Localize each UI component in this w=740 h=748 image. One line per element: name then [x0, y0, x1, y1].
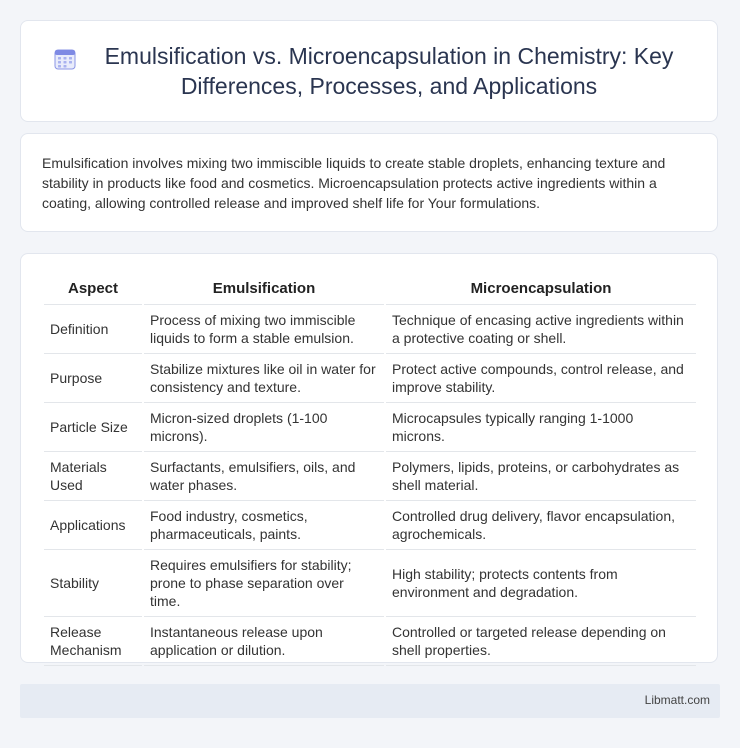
- cell-emulsification: Stabilize mixtures like oil in water for consistency and texture.: [144, 354, 384, 403]
- title-card: [20, 20, 718, 122]
- cell-aspect: Applications: [44, 501, 142, 550]
- header-aspect: Aspect: [44, 274, 142, 305]
- cell-aspect: Stability: [44, 550, 142, 617]
- footer-site-link[interactable]: Libmatt.com: [644, 693, 710, 707]
- cell-emulsification: Instantaneous release upon application or dilution.: [144, 617, 384, 666]
- cell-emulsification: Requires emulsifiers for stability; prone to phase separation over time.: [144, 550, 384, 617]
- intro-paragraph: Emulsification involves mixing two immiscible liquids to create stable droplets, enhancing texture and stability in products like food and cosmetics. Microencapsulation protects active ingredients within a coating, allowing controlled release and improved shelf life for Your formulations.: [42, 155, 666, 211]
- cell-emulsification: Surfactants, emulsifiers, oils, and water phases.: [144, 452, 384, 501]
- cell-aspect: Release Mechanism: [44, 617, 142, 666]
- cell-microencapsulation: Microcapsules typically ranging 1-1000 microns.: [386, 403, 696, 452]
- footer: [20, 684, 720, 718]
- header-microencapsulation: Microencapsulation: [386, 274, 696, 305]
- table-row: [44, 452, 696, 501]
- cell-emulsification: Micron-sized droplets (1-100 microns).: [144, 403, 384, 452]
- cell-aspect: Definition: [44, 305, 142, 354]
- intro-card: [20, 133, 718, 232]
- header-emulsification: Emulsification: [144, 274, 384, 305]
- cell-microencapsulation: Controlled drug delivery, flavor encapsulation, agrochemicals.: [386, 501, 696, 550]
- cell-microencapsulation: Protect active compounds, control release, and improve stability.: [386, 354, 696, 403]
- table-row: [44, 305, 696, 354]
- cell-emulsification: Food industry, cosmetics, pharmaceuticals, paints.: [144, 501, 384, 550]
- table-row: [44, 403, 696, 452]
- cell-microencapsulation: Polymers, lipids, proteins, or carbohydrates as shell material.: [386, 452, 696, 501]
- cell-microencapsulation: High stability; protects contents from environment and degradation.: [386, 550, 696, 617]
- table-row: [44, 617, 696, 666]
- comparison-card: [20, 253, 718, 663]
- table-row: [44, 501, 696, 550]
- cell-aspect: Purpose: [44, 354, 142, 403]
- table-row: [44, 354, 696, 403]
- page-title: Emulsification vs. Microencapsulation in Chemistry: Key Differences, Processes, and Applications: [104, 43, 674, 99]
- comparison-table: [42, 274, 698, 666]
- cell-microencapsulation: Technique of encasing active ingredients within a protective coating or shell.: [386, 305, 696, 354]
- cell-microencapsulation: Controlled or targeted release depending on shell properties.: [386, 617, 696, 666]
- cell-aspect: Materials Used: [44, 452, 142, 501]
- cell-aspect: Particle Size: [44, 403, 142, 452]
- table-header-row: [44, 274, 696, 305]
- cell-emulsification: Process of mixing two immiscible liquids to form a stable emulsion.: [144, 305, 384, 354]
- table-row: [44, 550, 696, 617]
